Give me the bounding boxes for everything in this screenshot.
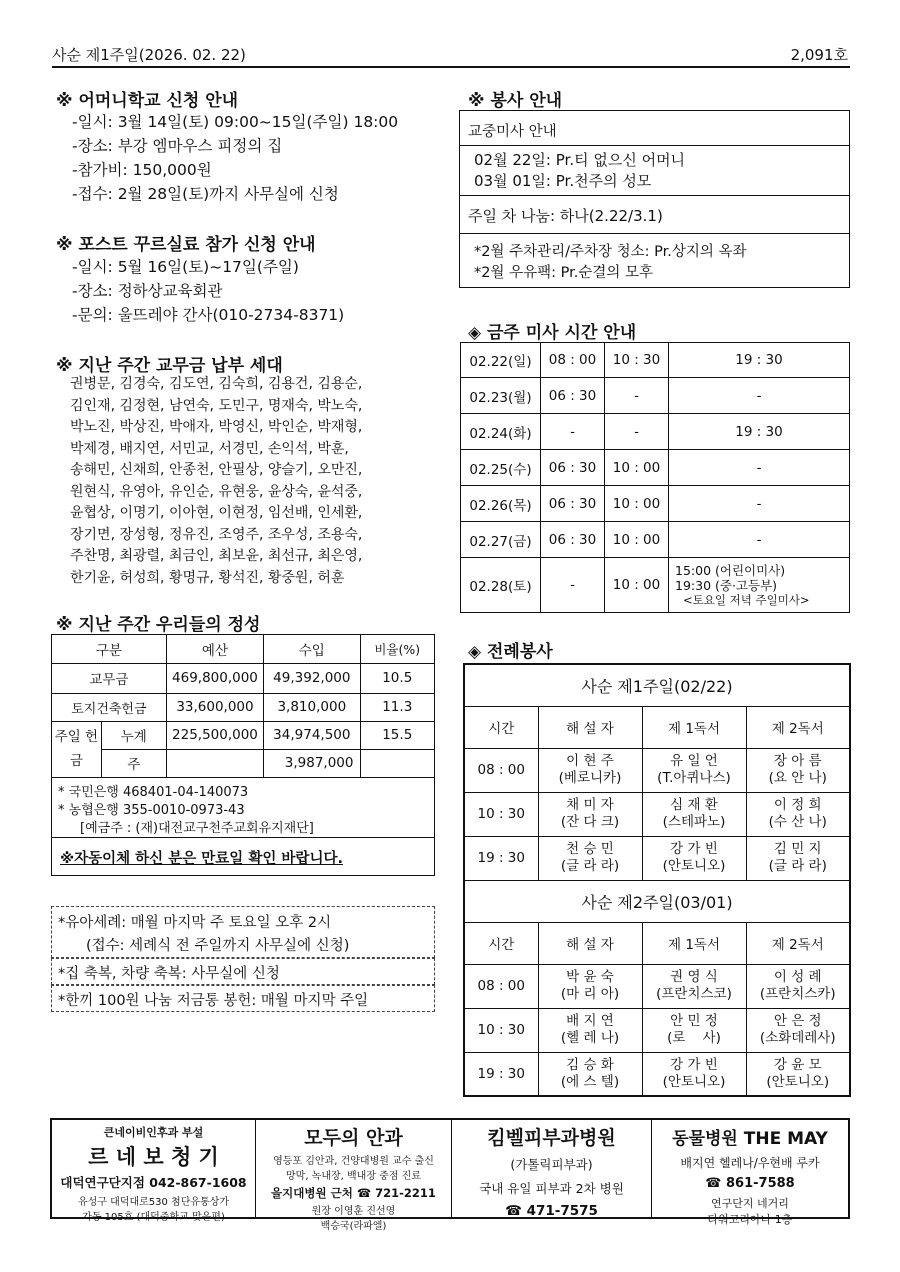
dues-payers-line: 송해민, 신채희, 안종천, 안필상, 양슬기, 오만진, xyxy=(70,462,363,478)
offerings-budget: 33,600,000 xyxy=(166,693,263,721)
liturgy-header: 제 1독서 xyxy=(642,922,746,964)
liturgy-header: 제 2독서 xyxy=(746,706,850,748)
person-name: 김 민 지 xyxy=(773,841,822,857)
offerings-row-label: 교무금 xyxy=(52,663,166,693)
ad-line: 유성구 대덕대로530 첨단유통상가 xyxy=(77,1197,230,1208)
ad-line: 연구단지 네거리 xyxy=(711,1197,789,1210)
mass-date: 02.25(수) xyxy=(461,450,541,486)
blessing-notice xyxy=(51,958,435,985)
first-reader xyxy=(642,1052,746,1096)
first-reader xyxy=(642,836,746,880)
post-cursillo-title: ※ 포스트 꾸르실료 참가 신청 안내 xyxy=(56,235,316,255)
mass-time: 10 : 00 xyxy=(605,450,669,486)
liturgy-title: ◈ 전례봉사 xyxy=(468,642,553,662)
ad-dermatology xyxy=(452,1120,652,1217)
mothers-school-title: ※ 어머니학교 신청 안내 xyxy=(56,91,239,111)
person-name: 강 윤 모 xyxy=(773,1056,822,1073)
baptismal-name: (요 안 나) xyxy=(768,770,827,786)
baptismal-name: (안토니오) xyxy=(766,1073,830,1090)
person-name: 이 성 례 xyxy=(773,969,822,985)
liturgy-header: 제 2독서 xyxy=(746,922,850,964)
dues-payers-line: 장기면, 장성형, 정유진, 조영주, 조우성, 조용숙, xyxy=(70,526,363,543)
ad-phone: 을지대병원 근처 ☎ 721-2211 xyxy=(271,1186,436,1200)
liturgy-row xyxy=(464,964,850,1008)
offerings-ratio xyxy=(360,749,434,777)
dues-payers-line: 박제경, 배지연, 서민교, 서경민, 손익석, 박훈, xyxy=(70,440,349,457)
post-cursillo-line: -장소: 정하상교육회관 xyxy=(72,282,223,300)
mass-time: - xyxy=(605,414,669,450)
mass-time-row xyxy=(461,558,850,613)
offerings-budget xyxy=(166,749,263,777)
baptismal-name: (소화데레사) xyxy=(759,1030,836,1046)
second-reader xyxy=(746,836,850,880)
liturgy-time: 08 : 00 xyxy=(464,748,538,792)
liturgy-time: 19 : 30 xyxy=(464,1052,538,1096)
mothers-school-line: -장소: 부강 엠마우스 피정의 집 xyxy=(72,137,283,155)
baptism-line: *유아세례: 매월 마지막 주 토요일 오후 2시 xyxy=(58,915,332,931)
mothers-school-line: -일시: 3월 14일(토) 09:00~15일(주일) 18:00 xyxy=(72,113,399,131)
liturgy-week-label: 사순 제2주일(03/01) xyxy=(464,880,850,922)
liturgy-header: 제 1독서 xyxy=(642,706,746,748)
person-name: 박 윤 숙 xyxy=(566,969,614,985)
service-title: ※ 봉사 안내 xyxy=(468,91,563,111)
mass-time: 10 : 00 xyxy=(605,558,669,613)
prayer-line: 03월 01일: Pr.천주의 성모 xyxy=(474,172,652,190)
baptismal-name: (에 스 텔) xyxy=(560,1073,620,1090)
liturgy-header: 해 설 자 xyxy=(538,922,642,964)
person-name: 강 가 빈 xyxy=(670,1056,718,1073)
commentator xyxy=(538,1052,642,1096)
baptism-line: (접수: 세례식 전 주일까지 사무실에 신청) xyxy=(86,938,350,954)
second-reader xyxy=(746,1008,850,1052)
baptismal-name: (수 산 나) xyxy=(768,814,827,830)
ad-line: 백승국(라파엘) xyxy=(320,1221,387,1232)
liturgy-header: 해 설 자 xyxy=(538,706,642,748)
offerings-budget: 225,500,000 xyxy=(166,721,263,749)
saturday-mass: 19:30 (중·고등부) xyxy=(675,577,778,593)
account-holder: [예금주 : (재)대전교구천주교회유지재단] xyxy=(80,821,314,836)
offerings-row-label: 주 xyxy=(101,749,166,777)
liturgy-time: 08 : 00 xyxy=(464,964,538,1008)
person-name: 안 은 정 xyxy=(773,1013,822,1029)
liturgy-row xyxy=(464,1008,850,1052)
commentator xyxy=(538,836,642,880)
first-reader xyxy=(642,964,746,1008)
saturday-mass: 15:00 (어린이미사) xyxy=(675,562,786,578)
service-box xyxy=(459,110,850,288)
ad-brand: 모두의 안과 xyxy=(304,1127,403,1149)
baptismal-name: (안토니오) xyxy=(662,1073,726,1090)
offerings-row-label: 주일 헌금 xyxy=(52,721,101,777)
service-divider xyxy=(460,195,849,196)
ad-brand: 르 네 보 청 기 xyxy=(88,1145,219,1169)
dues-payers-line: 주찬명, 최광렬, 최금인, 최보윤, 최선규, 최은영, xyxy=(70,548,363,564)
mass-date: 02.24(화) xyxy=(461,414,541,450)
mass-date: 02.23(월) xyxy=(461,378,541,414)
offerings-divider xyxy=(52,837,434,838)
baptismal-name: (베로니카) xyxy=(558,770,622,786)
mass-time-row xyxy=(461,522,850,558)
person-name: 유 일 언 xyxy=(670,753,718,769)
liturgy-time: 19 : 30 xyxy=(464,836,538,880)
ad-line: 원장 이영훈 진선영 xyxy=(311,1206,396,1217)
liturgy-week-label: 사순 제1주일(02/22) xyxy=(464,664,850,706)
bank-account: * 농협은행 355-0010-0973-43 xyxy=(58,803,245,818)
liturgy-header: 시간 xyxy=(464,706,538,748)
offerings-budget: 469,800,000 xyxy=(166,663,263,693)
commentator xyxy=(538,964,642,1008)
baptismal-name: (잔 다 크) xyxy=(560,814,620,830)
mass-time: 10 : 00 xyxy=(605,522,669,558)
offerings-header: 예산 xyxy=(166,635,263,663)
person-name: 채 미 자 xyxy=(566,797,614,813)
mass-time: - xyxy=(669,450,850,486)
offerings-row-label: 누계 xyxy=(101,721,166,749)
mass-time: 19 : 30 xyxy=(669,414,850,450)
offerings-header: 비율(%) xyxy=(360,635,434,663)
ad-brand: 동물병원 THE MAY xyxy=(672,1129,828,1149)
ad-phone: ☎ 471-7575 xyxy=(505,1203,598,1219)
ad-eye-clinic xyxy=(256,1120,452,1232)
mass-time-row xyxy=(461,450,850,486)
person-name: 심 재 환 xyxy=(670,797,718,813)
ad-animal-hospital xyxy=(652,1120,848,1226)
prayer-heading: 교중미사 안내 xyxy=(468,124,557,140)
baptismal-name: (안토니오) xyxy=(662,858,726,874)
mass-time-row xyxy=(461,486,850,522)
baptismal-name: (헬 레 나) xyxy=(560,1030,620,1046)
ad-line: (가톨릭피부과) xyxy=(510,1157,593,1172)
commentator xyxy=(538,748,642,792)
blessing-line: *집 축복, 차량 축복: 사무실에 신청 xyxy=(58,966,280,982)
mass-time-row xyxy=(461,378,850,414)
service-divider xyxy=(460,145,849,146)
offerings-income: 3,810,000 xyxy=(264,693,360,721)
baptismal-name: (스테파노) xyxy=(662,814,726,830)
liturgy-table xyxy=(463,663,851,1097)
person-name: 김 승 화 xyxy=(566,1056,614,1073)
baptism-notice xyxy=(51,906,435,958)
donation-line: *한끼 100원 나눔 저금통 봉헌: 매월 마지막 주일 xyxy=(58,993,369,1009)
ad-line: 영등포 김안과, 건양대병원 교수 출신 xyxy=(273,1156,434,1167)
issue-number: 2,091호 xyxy=(790,46,848,64)
dues-payers-line: 한기윤, 허성희, 황명규, 황석진, 황중원, 허훈 xyxy=(70,569,345,586)
mass-time: - xyxy=(669,378,850,414)
mass-times-table xyxy=(460,342,850,613)
mass-date: 02.27(금) xyxy=(461,522,541,558)
post-cursillo-line: -문의: 울뜨레야 간사(010-2734-8371) xyxy=(72,306,345,324)
offerings-header: 수입 xyxy=(264,635,360,663)
post-cursillo-line: -일시: 5월 16일(토)~17일(주일) xyxy=(72,258,299,276)
ad-brand: 킴벨피부과병원 xyxy=(487,1127,616,1149)
mass-time: 19 : 30 xyxy=(669,343,850,378)
bulletin-date: 사순 제1주일(2026. 02. 22) xyxy=(52,46,246,64)
liturgy-row xyxy=(464,836,850,880)
person-name: 권 영 식 xyxy=(670,969,718,985)
mass-time: 10 : 00 xyxy=(605,486,669,522)
dues-payers-title: ※ 지난 주간 교무금 납부 세대 xyxy=(56,356,283,376)
saturday-masses xyxy=(669,558,850,613)
baptismal-name: (글 라 라) xyxy=(560,858,620,874)
mass-time: 08 : 00 xyxy=(541,343,605,378)
mass-time-row xyxy=(461,343,850,378)
ad-phone: ☎ 861-7588 xyxy=(705,1176,795,1191)
ad-line: 큰네이비인후과 부설 xyxy=(103,1126,204,1139)
second-reader xyxy=(746,792,850,836)
mass-time: 10 : 30 xyxy=(605,343,669,378)
mass-date: 02.26(목) xyxy=(461,486,541,522)
baptismal-name: (마 리 아) xyxy=(560,986,620,1002)
mass-date: 02.22(일) xyxy=(461,343,541,378)
mass-time: 06 : 30 xyxy=(541,378,605,414)
mothers-school-line: -접수: 2월 28일(토)까지 사무실에 신청 xyxy=(72,185,339,203)
second-reader xyxy=(746,748,850,792)
offerings-income: 34,974,500 xyxy=(264,721,360,749)
duty-line: *2월 우유팩: Pr.순결의 모후 xyxy=(474,265,653,281)
commentator xyxy=(538,792,642,836)
mass-date: 02.28(토) xyxy=(461,558,541,613)
donation-notice xyxy=(51,985,435,1012)
second-reader xyxy=(746,1052,850,1096)
baptismal-name: (프란치스코) xyxy=(656,986,732,1002)
baptismal-name: (로 사) xyxy=(667,1030,721,1046)
mass-time: - xyxy=(669,486,850,522)
mass-time-row xyxy=(461,414,850,450)
offerings-ratio: 15.5 xyxy=(360,721,434,749)
ad-line: 망막, 녹내장, 백내장 중점 진료 xyxy=(286,1171,421,1182)
mass-time: 06 : 30 xyxy=(541,522,605,558)
ad-line: 타워코리아나 1층 xyxy=(707,1213,793,1226)
mass-time: 06 : 30 xyxy=(541,486,605,522)
header-divider xyxy=(52,66,850,68)
dues-payers-line: 원현식, 유영아, 유인순, 유현웅, 윤상숙, 윤석중, xyxy=(70,483,363,500)
prayer-line: 02월 22일: Pr.티 없으신 어머니 xyxy=(474,151,686,169)
offerings-ratio: 11.3 xyxy=(360,693,434,721)
first-reader xyxy=(642,1008,746,1052)
service-divider xyxy=(460,233,849,234)
liturgy-row xyxy=(464,1052,850,1096)
mass-time: - xyxy=(605,378,669,414)
ad-line: 국내 유일 피부과 2차 병원 xyxy=(479,1181,624,1196)
car-sharing: 주일 차 나눔: 하나(2.22/3.1) xyxy=(468,207,663,225)
mass-time: - xyxy=(669,522,850,558)
first-reader xyxy=(642,748,746,792)
bank-account: * 국민은행 468401-04-140073 xyxy=(58,785,249,800)
mass-times-title: ◈ 금주 미사 시간 안내 xyxy=(468,323,637,343)
offerings-title: ※ 지난 주간 우리들의 정성 xyxy=(56,615,261,635)
mass-time: - xyxy=(541,558,605,613)
commentator xyxy=(538,1008,642,1052)
saturday-note: <토요일 저녁 주일미사> xyxy=(683,592,810,607)
second-reader xyxy=(746,964,850,1008)
person-name: 이 정 희 xyxy=(773,797,822,813)
ad-line: 배지연 헬레나/우현배 루카 xyxy=(680,1156,820,1170)
offerings-row-label: 토지건축헌금 xyxy=(52,693,166,721)
ad-hearing-aid xyxy=(52,1120,256,1223)
liturgy-row xyxy=(464,792,850,836)
ad-phone: 대덕연구단지점 042-867-1608 xyxy=(60,1175,247,1190)
first-reader xyxy=(642,792,746,836)
offerings-table xyxy=(52,635,434,778)
baptismal-name: (프란치스카) xyxy=(759,986,836,1002)
dues-payers-line: 박노진, 박상진, 박애자, 박영신, 박인순, 박재형, xyxy=(70,419,363,435)
duty-line: *2월 주차관리/주차장 청소: Pr.상지의 옥좌 xyxy=(474,244,747,260)
person-name: 이 현 주 xyxy=(566,753,614,769)
ads-footer xyxy=(50,1118,850,1232)
offerings-header: 구분 xyxy=(52,635,166,663)
person-name: 강 가 빈 xyxy=(670,841,718,857)
liturgy-header: 시간 xyxy=(464,922,538,964)
mass-time: - xyxy=(541,414,605,450)
ad-line: 가동 105호 (대덕중학교 맞은편) xyxy=(82,1212,225,1223)
dues-payers-line: 윤협상, 이명기, 이아현, 이현정, 임선배, 인세환, xyxy=(70,505,363,521)
liturgy-time: 10 : 30 xyxy=(464,1008,538,1052)
offerings-income: 49,392,000 xyxy=(264,663,360,693)
offerings-ratio: 10.5 xyxy=(360,663,434,693)
mass-time: 06 : 30 xyxy=(541,450,605,486)
person-name: 장 아 름 xyxy=(773,753,822,769)
offerings-income: 3,987,000 xyxy=(264,749,360,777)
dues-payers-list xyxy=(70,374,362,589)
baptismal-name: (T.아퀴나스) xyxy=(657,770,731,786)
dues-payers-line: 김인재, 김정현, 남연숙, 도민구, 명재숙, 박노숙, xyxy=(70,397,363,414)
autopay-note: ※자동이체 하신 분은 만료일 확인 바랍니다. xyxy=(60,851,343,867)
mothers-school-line: -참가비: 150,000원 xyxy=(72,161,212,179)
offerings-box xyxy=(51,634,435,876)
person-name: 배 지 연 xyxy=(566,1013,614,1029)
person-name: 천 승 민 xyxy=(566,841,614,857)
baptismal-name: (글 라 라) xyxy=(768,858,827,874)
person-name: 안 민 정 xyxy=(670,1013,718,1029)
dues-payers-line: 권병문, 김경숙, 김도연, 김숙희, 김용건, 김용순, xyxy=(70,376,363,392)
liturgy-time: 10 : 30 xyxy=(464,792,538,836)
liturgy-row xyxy=(464,748,850,792)
